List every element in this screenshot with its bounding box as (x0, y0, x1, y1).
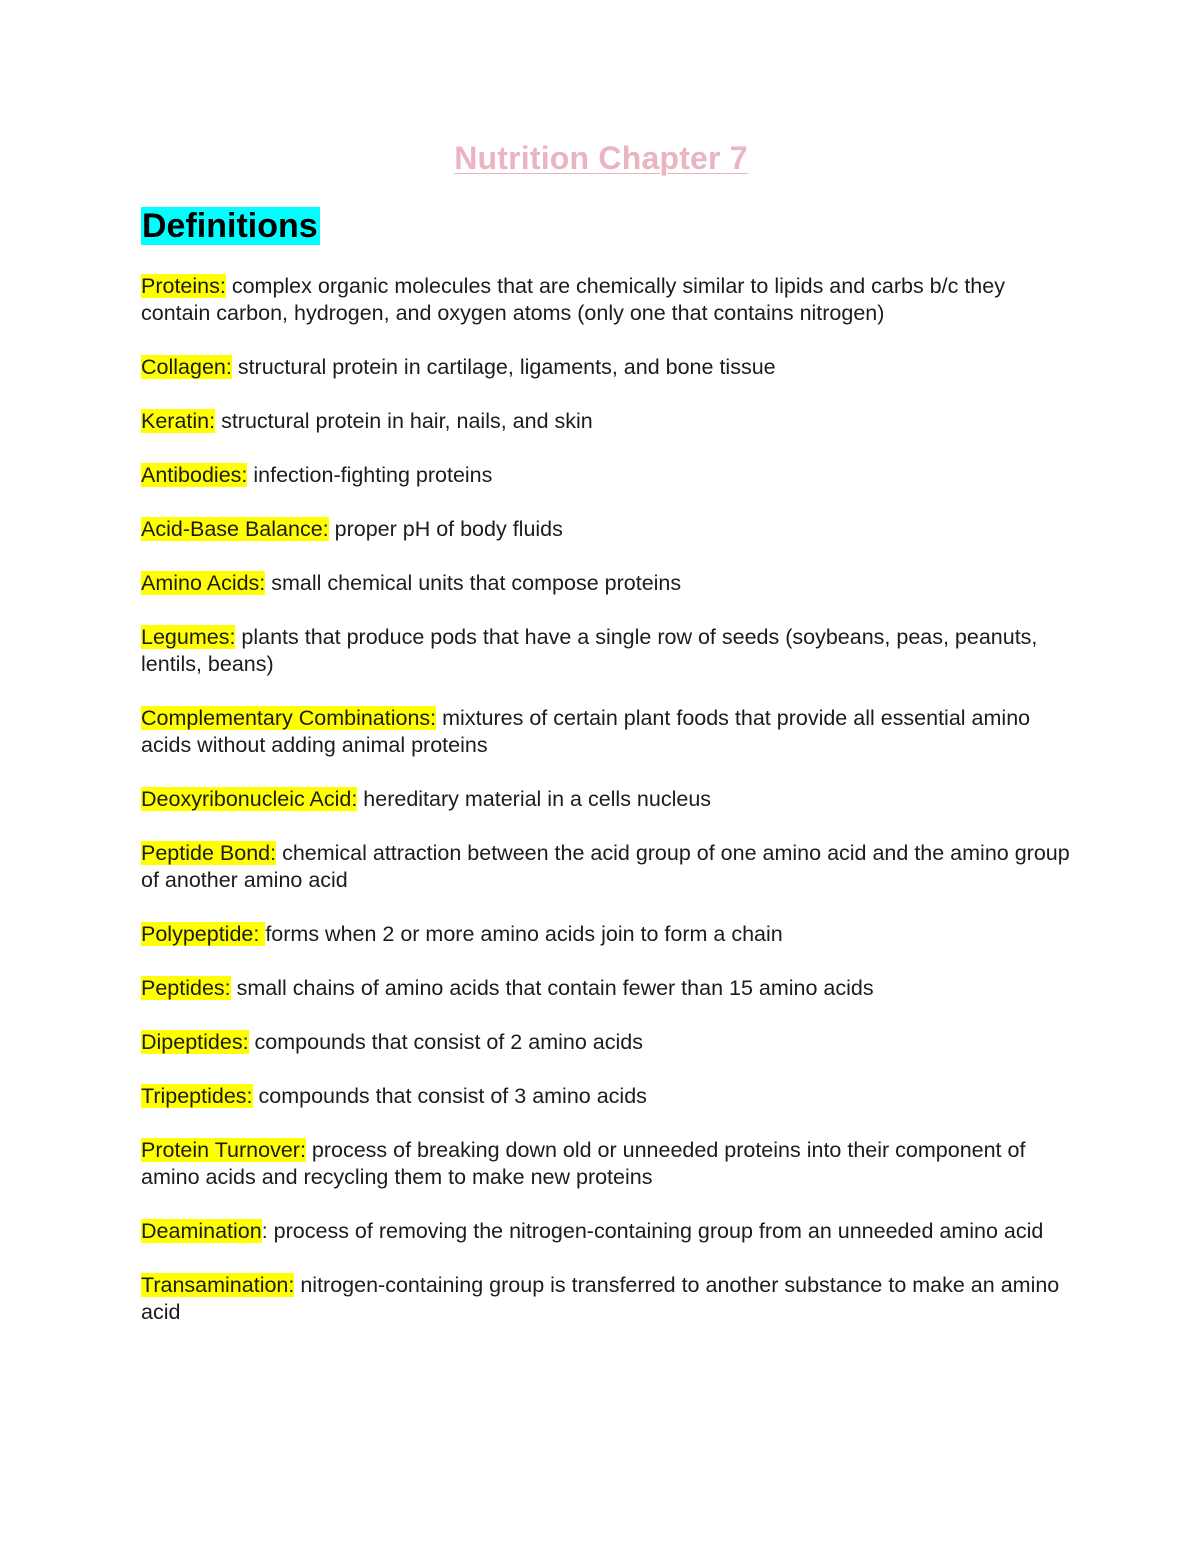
definition-term: Acid-Base Balance: (141, 517, 329, 541)
definition-term: Deamination (141, 1219, 262, 1243)
definition-text: small chemical units that compose proteins (265, 571, 682, 595)
definition-text: mixtures of certain plant foods that provide all essential amino acids without adding animal proteins (141, 706, 1031, 757)
definition-text: structural protein in cartilage, ligaments, and bone tissue (231, 355, 776, 379)
definition-term: Keratin: (141, 409, 216, 433)
document-title: Nutrition Chapter 7 (454, 140, 748, 176)
definition-text: hereditary material in a cells nucleus (357, 787, 712, 811)
definition-text: complex organic molecules that are chemically similar to lipids and carbs b/c they contain carbon, hydrogen, and oxygen atoms (only one that contains nitrogen) (141, 274, 1005, 325)
definition-item (141, 705, 1071, 759)
definition-term: Transamination: (141, 1273, 295, 1297)
section-heading-label: Definitions (142, 207, 318, 245)
definition-item (141, 1083, 1071, 1110)
definition-item (141, 273, 1071, 327)
definition-text: proper pH of body fluids (328, 517, 563, 541)
definition-text: structural protein in hair, nails, and skin (215, 409, 593, 433)
definition-item (141, 1218, 1071, 1245)
definition-item (141, 840, 1071, 894)
definition-text: infection-fighting proteins (247, 463, 493, 487)
definition-term: Proteins: (141, 274, 226, 298)
definition-term: Peptide Bond: (141, 841, 277, 865)
definition-text: small chains of amino acids that contain fewer than 15 amino acids (230, 976, 874, 1000)
definition-text: chemical attraction between the acid group of one amino acid and the amino group of another amino acid (141, 841, 1070, 892)
definition-item (141, 1272, 1071, 1326)
definition-term: Polypeptide: (141, 922, 266, 946)
definition-item (141, 624, 1071, 678)
definition-text: plants that produce pods that have a single row of seeds (soybeans, peas, peanuts, lentils, beans) (141, 625, 1038, 676)
definition-term: Protein Turnover: (141, 1138, 306, 1162)
definition-term: Legumes: (141, 625, 236, 649)
definition-item (141, 516, 1071, 543)
definition-term: Dipeptides: (141, 1030, 249, 1054)
definition-item (141, 786, 1071, 813)
definitions-list (141, 273, 1071, 1326)
definition-text: nitrogen-containing group is transferred to another substance to make an amino acid (141, 1273, 1060, 1324)
definition-item (141, 354, 1071, 381)
definition-text: forms when 2 or more amino acids join to form a chain (265, 922, 783, 946)
definition-item (141, 408, 1071, 435)
definition-term: Tripeptides: (141, 1084, 253, 1108)
definition-term: Complementary Combinations: (141, 706, 437, 730)
definition-term: Amino Acids: (141, 571, 266, 595)
definition-term: Antibodies: (141, 463, 248, 487)
definition-term: Deoxyribonucleic Acid: (141, 787, 358, 811)
definition-item (141, 975, 1071, 1002)
section-heading (141, 203, 1071, 249)
definition-text: compounds that consist of 2 amino acids (248, 1030, 643, 1054)
definition-text: : process of removing the nitrogen-containing group from an unneeded amino acid (261, 1219, 1044, 1243)
definition-item (141, 462, 1071, 489)
document-body (141, 140, 1071, 1353)
definition-text: process of breaking down old or unneeded proteins into their component of amino acids and recycling them to make new proteins (141, 1138, 1026, 1189)
definition-term: Collagen: (141, 355, 232, 379)
definition-term: Peptides: (141, 976, 231, 1000)
definition-item (141, 1029, 1071, 1056)
definition-item (141, 1137, 1071, 1191)
definition-item (141, 570, 1071, 597)
definition-item (141, 921, 1071, 948)
definition-text: compounds that consist of 3 amino acids (252, 1084, 647, 1108)
